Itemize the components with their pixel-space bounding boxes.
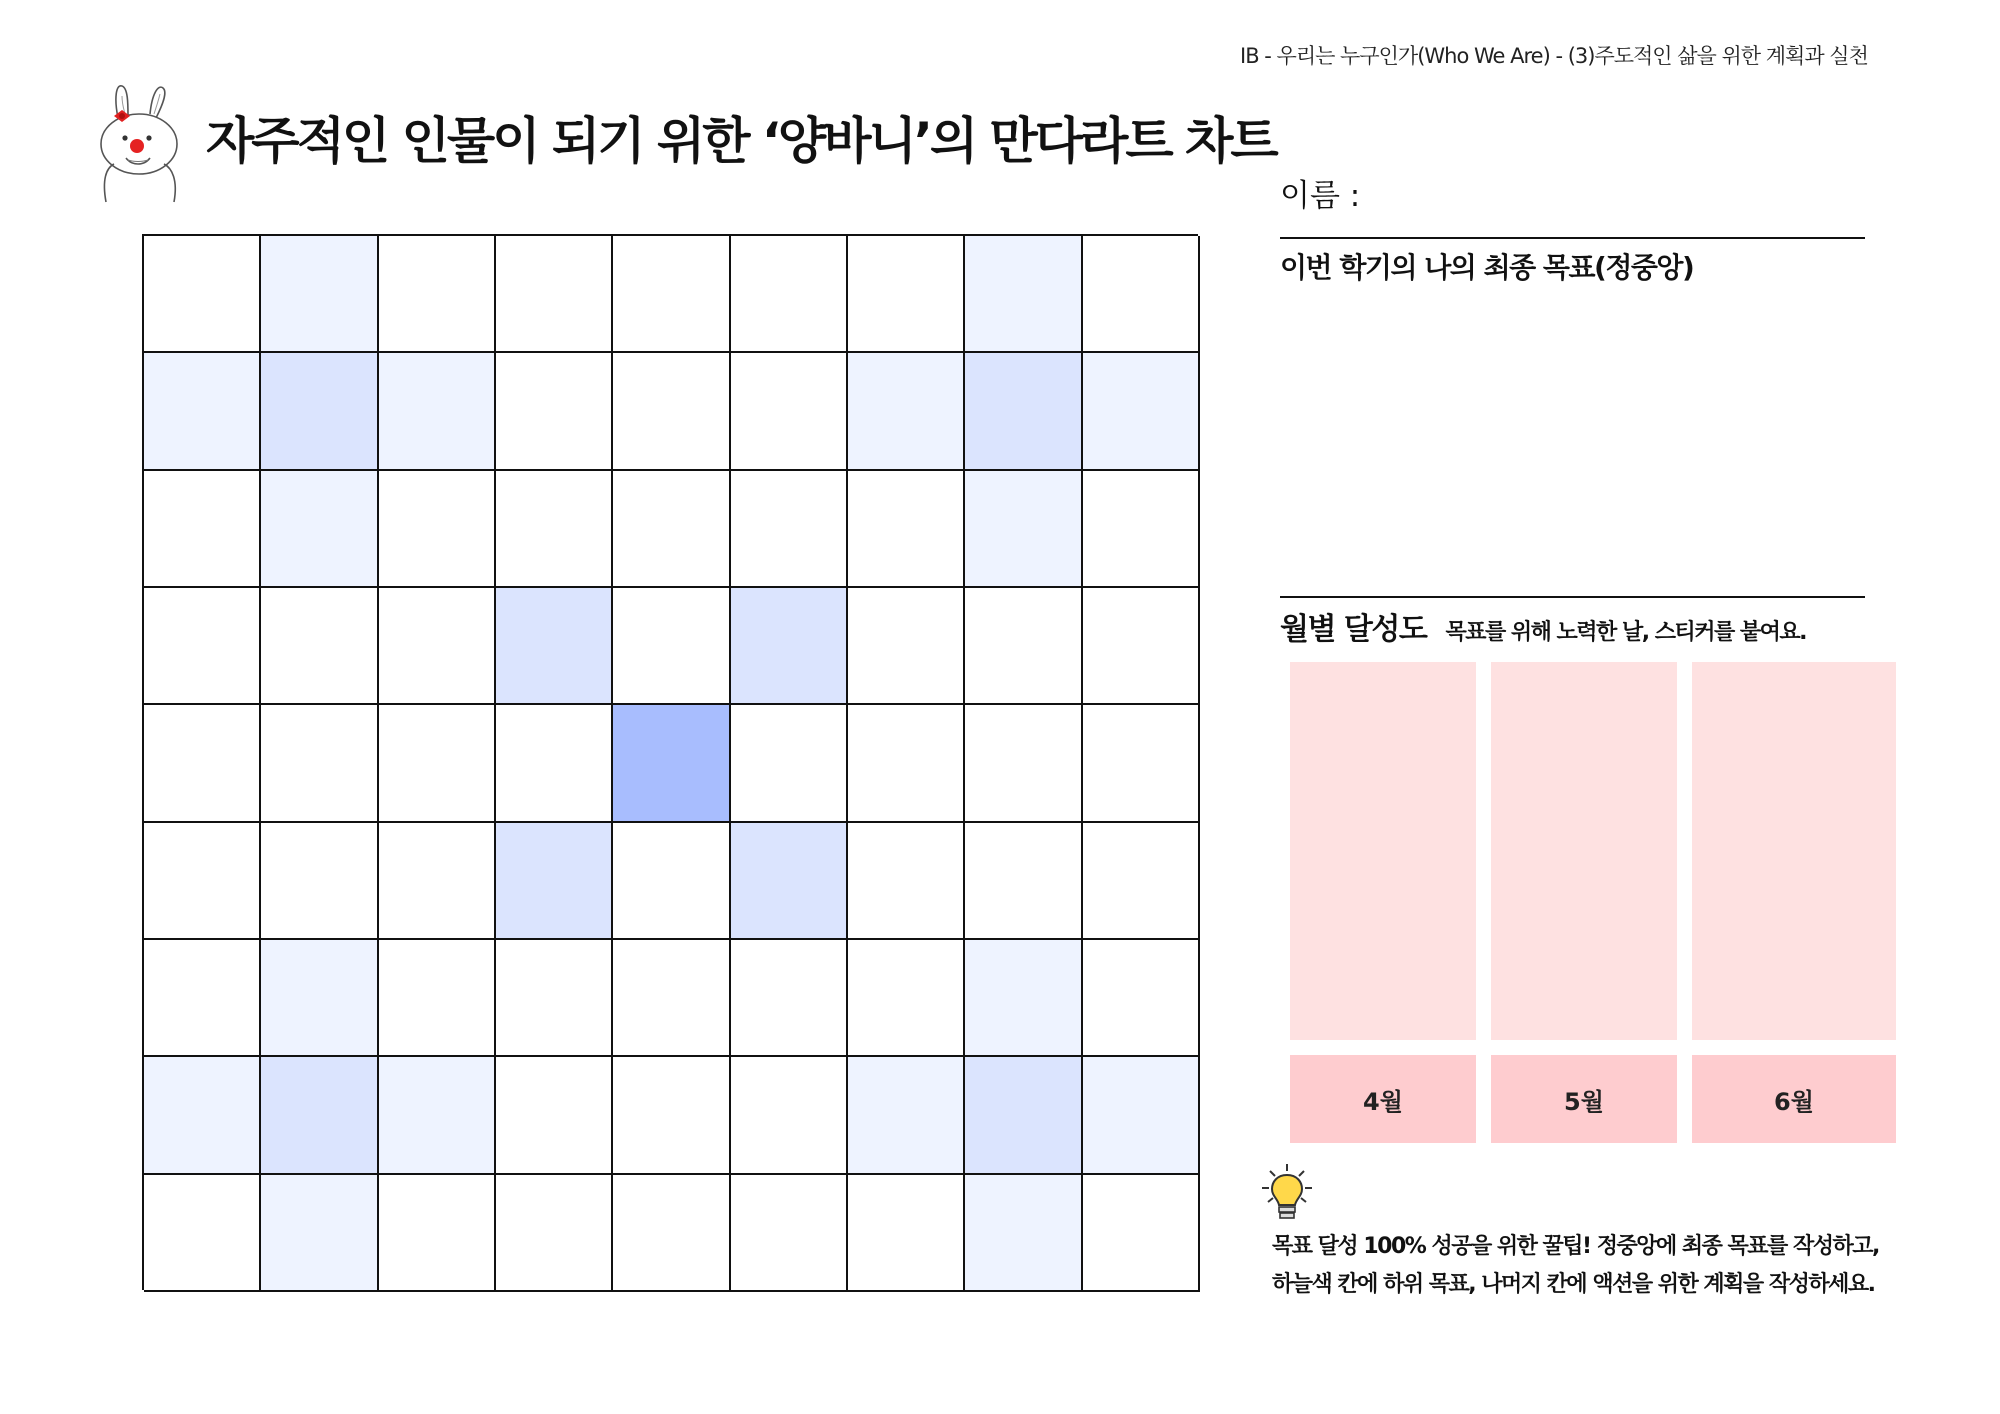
action-cell[interactable] xyxy=(965,940,1082,1057)
action-cell[interactable] xyxy=(848,353,965,470)
sub-goal-cell[interactable] xyxy=(731,588,848,705)
action-cell[interactable] xyxy=(379,236,496,353)
sub-goal-cell[interactable] xyxy=(965,1057,1082,1174)
action-cell[interactable] xyxy=(731,940,848,1057)
name-label: 이름 : xyxy=(1280,178,1361,214)
rabbit-mascot-icon xyxy=(92,80,202,206)
final-goal-label: 이번 학기의 나의 최종 목표(정중앙) xyxy=(1280,251,1694,284)
sub-goal-cell[interactable] xyxy=(965,353,1082,470)
monthly-achievement-header xyxy=(1280,604,1806,648)
action-cell[interactable] xyxy=(965,1175,1082,1292)
sticker-area-may[interactable] xyxy=(1491,662,1677,1040)
action-cell[interactable] xyxy=(848,705,965,822)
action-cell[interactable] xyxy=(379,588,496,705)
action-cell[interactable] xyxy=(261,471,378,588)
sub-goal-cell[interactable] xyxy=(496,588,613,705)
action-cell[interactable] xyxy=(261,823,378,940)
action-cell[interactable] xyxy=(496,1175,613,1292)
action-cell[interactable] xyxy=(261,236,378,353)
action-cell[interactable] xyxy=(731,471,848,588)
action-cell[interactable] xyxy=(144,823,261,940)
action-cell[interactable] xyxy=(965,471,1082,588)
action-cell[interactable] xyxy=(496,471,613,588)
action-cell[interactable] xyxy=(379,1057,496,1174)
tip-line-1: 목표 달성 100% 성공을 위한 꿀팁! 정중앙에 최종 목표를 작성하고, xyxy=(1272,1234,1879,1259)
action-cell[interactable] xyxy=(496,236,613,353)
mandalart-grid xyxy=(142,234,1198,1290)
action-cell[interactable] xyxy=(848,823,965,940)
action-cell[interactable] xyxy=(379,471,496,588)
action-cell[interactable] xyxy=(144,705,261,822)
action-cell[interactable] xyxy=(144,471,261,588)
page-title: 자주적인 인물이 되기 위한 ‘양바니’의 만다라트 차트 xyxy=(206,112,1276,170)
goal-tip xyxy=(1272,1228,1912,1304)
monthly-achievement-subtitle: 목표를 위해 노력한 날, 스티커를 붙여요. xyxy=(1445,620,1806,645)
action-cell[interactable] xyxy=(731,705,848,822)
action-cell[interactable] xyxy=(848,1175,965,1292)
action-cell[interactable] xyxy=(731,1175,848,1292)
action-cell[interactable] xyxy=(848,940,965,1057)
action-cell[interactable] xyxy=(613,236,730,353)
action-cell[interactable] xyxy=(379,353,496,470)
sticker-area-june[interactable] xyxy=(1692,662,1896,1040)
name-underline xyxy=(1280,237,1865,239)
action-cell[interactable] xyxy=(261,940,378,1057)
month-label-april: 4월 xyxy=(1290,1055,1476,1143)
action-cell[interactable] xyxy=(144,353,261,470)
action-cell[interactable] xyxy=(965,588,1082,705)
action-cell[interactable] xyxy=(1083,236,1200,353)
action-cell[interactable] xyxy=(848,588,965,705)
action-cell[interactable] xyxy=(379,1175,496,1292)
monthly-achievement-title: 월별 달성도 xyxy=(1280,612,1427,647)
action-cell[interactable] xyxy=(1083,471,1200,588)
action-cell[interactable] xyxy=(965,823,1082,940)
action-cell[interactable] xyxy=(1083,1057,1200,1174)
action-cell[interactable] xyxy=(379,823,496,940)
action-cell[interactable] xyxy=(613,353,730,470)
action-cell[interactable] xyxy=(613,823,730,940)
action-cell[interactable] xyxy=(731,353,848,470)
tip-line-2: 하늘색 칸에 하위 목표, 나머지 칸에 액션을 위한 계획을 작성하세요. xyxy=(1272,1272,1875,1297)
action-cell[interactable] xyxy=(379,705,496,822)
action-cell[interactable] xyxy=(1083,1175,1200,1292)
action-cell[interactable] xyxy=(144,940,261,1057)
action-cell[interactable] xyxy=(613,940,730,1057)
action-cell[interactable] xyxy=(144,1057,261,1174)
action-cell[interactable] xyxy=(261,588,378,705)
action-cell[interactable] xyxy=(496,1057,613,1174)
action-cell[interactable] xyxy=(144,1175,261,1292)
action-cell[interactable] xyxy=(144,236,261,353)
action-cell[interactable] xyxy=(965,236,1082,353)
action-cell[interactable] xyxy=(731,1057,848,1174)
action-cell[interactable] xyxy=(1083,588,1200,705)
action-cell[interactable] xyxy=(848,1057,965,1174)
goal-section-divider xyxy=(1280,596,1865,598)
header-note: IB - 우리는 누구인가(Who We Are) - (3)주도적인 삶을 위한 계획과 실천 xyxy=(1240,44,1868,68)
action-cell[interactable] xyxy=(613,1175,730,1292)
action-cell[interactable] xyxy=(613,471,730,588)
action-cell[interactable] xyxy=(613,1057,730,1174)
action-cell[interactable] xyxy=(1083,940,1200,1057)
sub-goal-cell[interactable] xyxy=(731,823,848,940)
action-cell[interactable] xyxy=(1083,823,1200,940)
action-cell[interactable] xyxy=(496,940,613,1057)
month-label-june: 6월 xyxy=(1692,1055,1896,1143)
action-cell[interactable] xyxy=(731,236,848,353)
sticker-area-april[interactable] xyxy=(1290,662,1476,1040)
action-cell[interactable] xyxy=(379,940,496,1057)
action-cell[interactable] xyxy=(261,1175,378,1292)
final-goal-cell[interactable] xyxy=(613,705,730,822)
sub-goal-cell[interactable] xyxy=(261,1057,378,1174)
action-cell[interactable] xyxy=(144,588,261,705)
action-cell[interactable] xyxy=(261,705,378,822)
action-cell[interactable] xyxy=(1083,705,1200,822)
final-goal-writing-area[interactable] xyxy=(1280,290,1865,580)
action-cell[interactable] xyxy=(1083,353,1200,470)
action-cell[interactable] xyxy=(848,236,965,353)
action-cell[interactable] xyxy=(848,471,965,588)
action-cell[interactable] xyxy=(496,705,613,822)
lightbulb-icon xyxy=(1258,1162,1316,1224)
sub-goal-cell[interactable] xyxy=(496,823,613,940)
month-label-may: 5월 xyxy=(1491,1055,1677,1143)
action-cell[interactable] xyxy=(613,588,730,705)
action-cell[interactable] xyxy=(965,705,1082,822)
action-cell[interactable] xyxy=(496,353,613,470)
sub-goal-cell[interactable] xyxy=(261,353,378,470)
